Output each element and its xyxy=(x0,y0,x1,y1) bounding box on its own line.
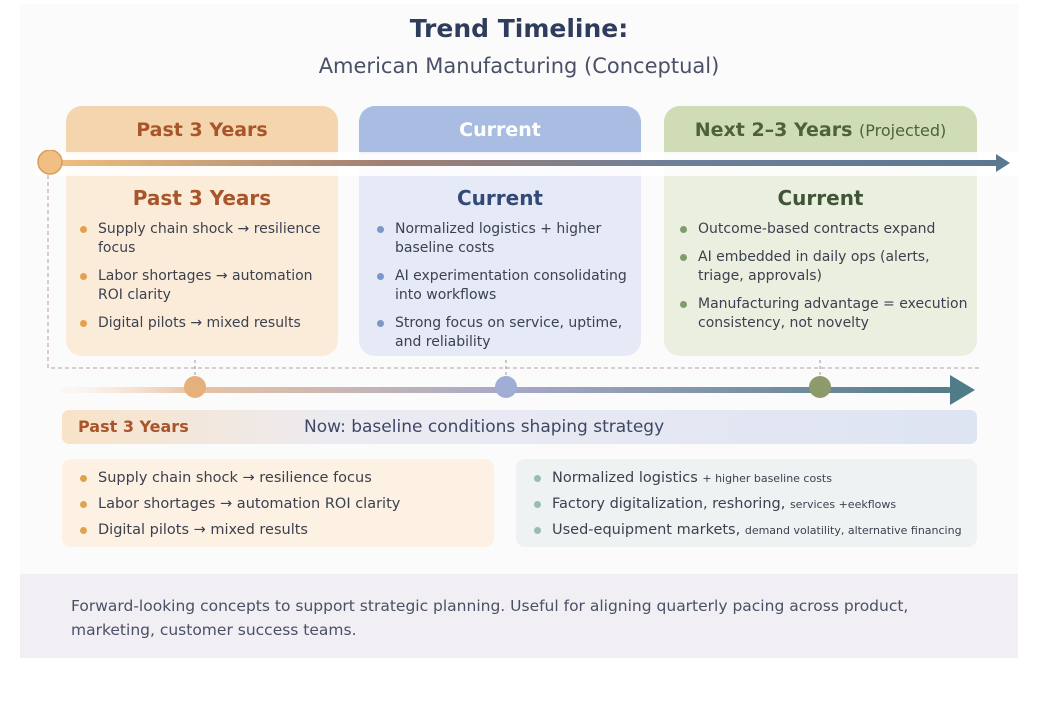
list-item-text: Supply chain shock → resilience focus xyxy=(98,221,321,256)
bullet-dot-icon xyxy=(534,501,541,508)
bullet-dot-icon xyxy=(80,475,87,482)
page-title: Trend Timeline: xyxy=(409,14,629,43)
bottom-timeline-arrowhead xyxy=(950,375,975,405)
column-past-tab-label: Past 3 Years xyxy=(136,119,268,141)
list-item-text: Strong focus on service, uptime, and reliability xyxy=(395,315,623,350)
timeline-node-current xyxy=(495,376,517,398)
timeline-node-past xyxy=(184,376,206,398)
lower-right-box xyxy=(516,459,977,547)
list-item-text: Labor shortages → automation ROI clarity xyxy=(98,496,401,512)
now-band-left-label: Past 3 Years xyxy=(78,417,189,436)
column-next-tab-label: Next 2–3 Years xyxy=(694,119,853,141)
bullet-dot-icon xyxy=(534,527,541,534)
column-next-tab-suffix: (Projected) xyxy=(859,121,947,140)
column-past-heading: Past 3 Years xyxy=(132,186,272,210)
list-item-text: Outcome-based contracts expand xyxy=(698,221,936,237)
list-item-small-text: demand volatility, alternative financing xyxy=(744,524,962,537)
list-item-small-text: services +eekflows xyxy=(789,498,897,511)
bullet-dot-icon xyxy=(534,475,541,482)
bullet-dot-icon xyxy=(80,501,87,508)
list-item-text: Supply chain shock → resilience focus xyxy=(98,470,372,486)
column-current-heading: Current xyxy=(456,186,543,210)
list-item-text: Normalized logistics xyxy=(552,470,698,486)
column-current-tab-label: Current xyxy=(459,119,541,141)
footer-panel xyxy=(20,574,1018,658)
list-item xyxy=(80,521,486,540)
dashed-connector-left xyxy=(48,175,980,368)
lower-left-list xyxy=(80,469,486,547)
list-item xyxy=(534,495,969,514)
list-item-text: Factory digitalization, reshoring, xyxy=(552,496,786,512)
list-item-text: Digital pilots → mixed results xyxy=(98,315,301,331)
list-item-text: AI embedded in daily ops (alerts, triage, approvals) xyxy=(698,249,930,284)
list-item-text: Manufacturing advantage = execution consistency, not novelty xyxy=(698,296,968,331)
page-subtitle: American Manufacturing (Conceptual) xyxy=(318,54,720,78)
list-item xyxy=(534,469,969,488)
list-item-text: Used-equipment markets, xyxy=(552,522,741,538)
list-item-small-text: + higher baseline costs xyxy=(702,472,832,485)
list-item xyxy=(80,495,486,514)
list-item-text: Digital pilots → mixed results xyxy=(98,522,308,538)
lower-left-box xyxy=(62,459,494,547)
list-item xyxy=(534,521,969,540)
list-item-text: Labor shortages → automation ROI clarity xyxy=(98,268,313,303)
list-item-text: Normalized logistics + higher baseline costs xyxy=(395,221,602,256)
list-item-text: AI experimentation consolidating into workflows xyxy=(395,268,627,303)
timeline-node-next xyxy=(809,376,831,398)
bullet-dot-icon xyxy=(80,527,87,534)
column-next-heading: Current xyxy=(777,186,864,210)
bottom-timeline-arrow xyxy=(60,372,980,408)
lower-right-list xyxy=(534,469,969,547)
list-item xyxy=(80,469,486,488)
now-band xyxy=(62,410,977,444)
now-band-right-label: Now: baseline conditions shaping strategy xyxy=(304,417,665,437)
footer-text: Forward-looking concepts to support strategic planning. Useful for aligning quarterly pacing across product, marketing, customer success teams. xyxy=(71,597,909,639)
